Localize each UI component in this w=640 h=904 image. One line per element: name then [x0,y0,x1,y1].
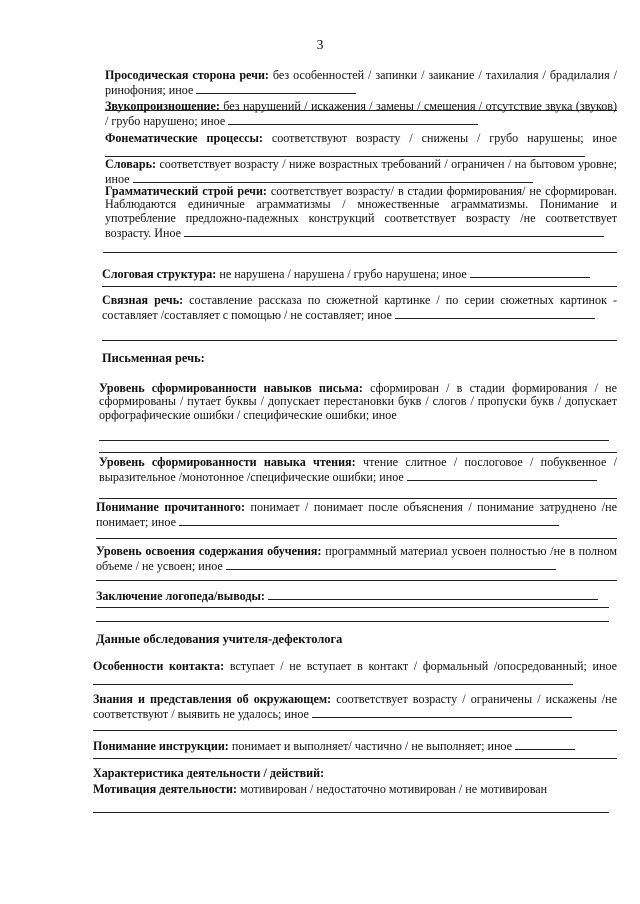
section-title: Заключение логопеда/выводы: [96,589,265,603]
section-text: соответствуют возрасту / снижены / грубо нарушены; иное [271,131,617,145]
fill-line[interactable] [105,145,585,157]
fill-line[interactable] [226,558,556,570]
section-reading-skills [99,456,617,485]
section-title: Понимание инструкции: [93,739,229,753]
section-text: без нарушений / искажения / замены / смешения / отсутствие звука (звуков) / грубо нарушено; иное [105,99,617,129]
fill-line[interactable] [196,82,356,94]
heading-defectologist: Данные обследования учителя-дефектолога [96,632,343,646]
section-text: понимает и выполняет/ частично / не выполняет; иное [231,739,512,753]
section-text: составление рассказа по сюжетной картинке / по серии сюжетных картинок - составляет /составляет с помощью / не составляет; иное [102,293,618,323]
section-title: Фонематические процессы: [105,131,263,145]
page-number: 3 [316,38,324,53]
fill-line[interactable] [102,340,617,341]
fill-line[interactable] [407,469,597,481]
section-instruction-understanding [93,738,617,753]
section-curriculum-mastery [96,545,617,574]
section-text: понимает / понимает после объяснения / понимание затруднено /не понимает; иное [96,500,617,530]
fill-line[interactable] [228,113,478,125]
section-title: Слоговая структура: [102,267,217,281]
section-syllable-structure [102,266,617,281]
fill-line[interactable] [103,252,617,253]
section-title: Словарь: [105,157,156,171]
section-title: Мотивация деятельности: [93,782,237,796]
heading-written-speech: Письменная речь: [102,351,205,365]
fill-line[interactable] [470,266,590,278]
fill-line[interactable] [268,588,598,600]
section-text: сформирован / в стадии формирования / не сформированы / путает буквы / допускает перестановки букв / слогов / пропуски букв / допускает орфографические ошибки / специфические ошибки; иное [99,381,617,422]
fill-line[interactable] [99,440,609,441]
fill-line[interactable] [99,498,617,499]
section-title: Связная речь: [102,293,184,307]
section-title: Уровень освоения содержания обучения: [96,544,322,558]
fill-line[interactable] [99,452,617,453]
fill-line[interactable] [96,538,617,539]
fill-line[interactable] [184,225,604,237]
section-text: чтение слитное / послоговое / побуквенное / выразительное /монотонное /специфические ошибки; иное [99,455,617,485]
fill-line[interactable] [312,706,572,718]
section-text: соответствует возрасту/ в стадии формирования/ не сформирован. Наблюдаются единичные аграмматизмы / множественные аграмматизмы. Понимание и употребление предложно-падежных конструкций соответствует возрасту /не соответствует возрасту. Иное [105,184,617,240]
fill-line[interactable] [395,307,595,319]
fill-line[interactable] [96,580,617,581]
section-text: мотивирован / недостаточно мотивирован / не мотивирован [240,782,548,796]
section-text: соответствует возрасту / ограничены / искажены /не соответствуют / выявить не удалось; иное [93,692,617,722]
section-title: Звукопроизношение: [105,99,220,113]
fill-line[interactable] [93,730,617,731]
fill-line[interactable] [96,607,609,608]
section-title: Просодическая сторона речи: [105,68,269,82]
section-text: соответствует возрасту / ниже возрастных требований / ограничен / на бытовом уровне; иное [105,157,617,187]
section-writing-skills [99,382,617,422]
section-motivation [93,783,617,796]
section-title: Уровень сформированности навыка чтения: [99,455,356,469]
section-text: не нарушена / нарушена / грубо нарушена; иное [219,267,467,281]
section-prosody [105,69,617,98]
section-title: Грамматический строй речи: [105,184,267,198]
fill-line[interactable] [102,286,617,287]
fill-line[interactable] [96,621,609,622]
section-grammar [105,185,617,240]
section-title: Уровень сформированности навыков письма: [99,381,363,395]
fill-line[interactable] [515,738,575,750]
section-conclusion [96,588,617,603]
section-title: Понимание прочитанного: [96,500,245,514]
section-knowledge [93,693,617,722]
section-activity [93,767,617,780]
fill-line[interactable] [93,758,617,759]
fill-line[interactable] [133,171,533,183]
section-title: Характеристика деятельности / действий: [93,766,325,780]
section-vocabulary [105,158,617,187]
fill-line[interactable] [93,673,573,685]
section-coherent-speech [102,294,617,323]
section-sound-pronunciation [105,100,617,129]
section-title: Знания и представления об окружающем: [93,692,332,706]
section-reading-comprehension [96,501,617,530]
section-contact [93,660,617,689]
fill-line[interactable] [179,514,559,526]
section-text: программный материал усвоен полностью /не в полном объеме / не усвоен; иное [96,544,617,574]
section-text: вступает / не вступает в контакт / формальный /опосредованный; иное [229,659,618,673]
section-title: Особенности контакта: [93,659,225,673]
fill-line[interactable] [93,812,609,813]
section-text: без особенностей / запинки / заикание / тахилалия / брадилалия / ринофония; иное [105,68,617,98]
